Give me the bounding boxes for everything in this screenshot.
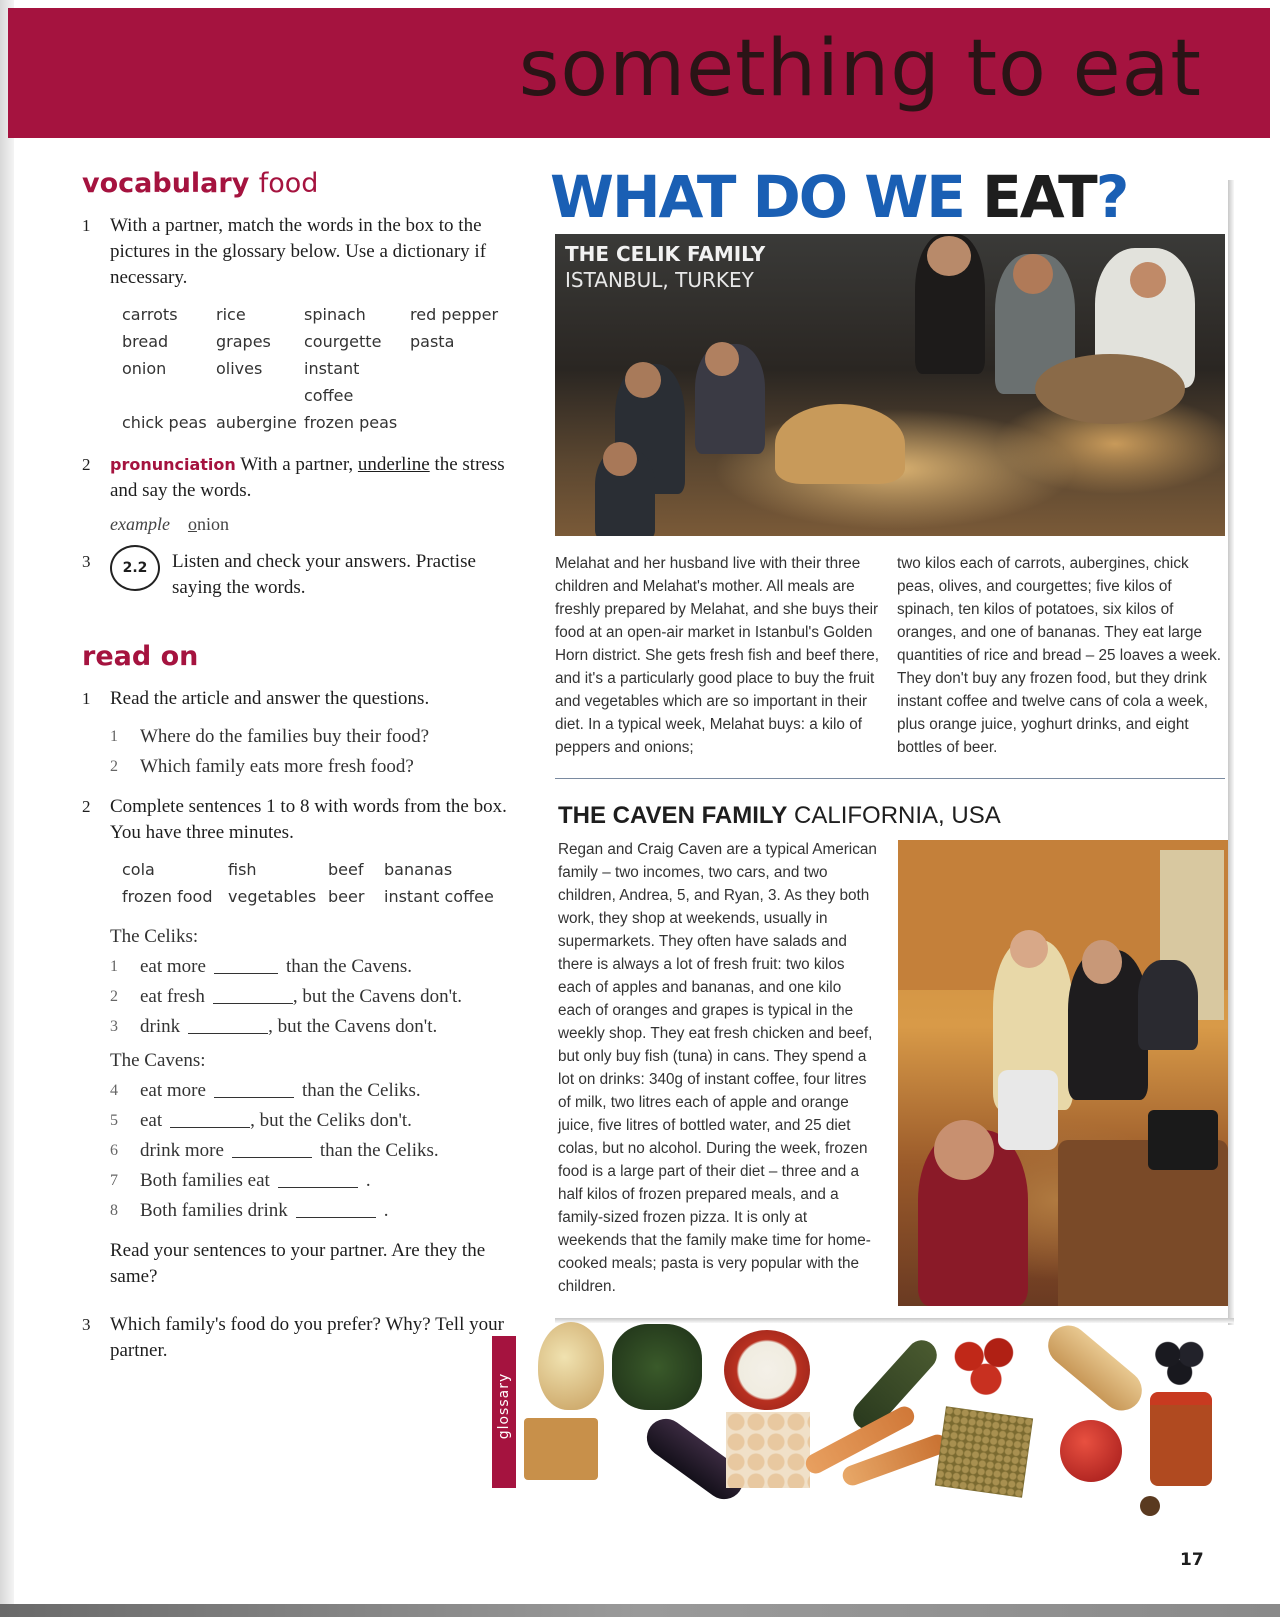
headline-dark-part: EAT (982, 163, 1096, 231)
task-number: 3 (82, 552, 91, 571)
task-number: 2 (82, 455, 91, 474)
underlined-word: underline (357, 454, 430, 475)
read-on-heading: read on (82, 641, 199, 672)
word-item: chick peas (122, 413, 207, 432)
food-table (1035, 354, 1185, 424)
celiks-label: The Celiks: (110, 926, 199, 947)
task-text: Complete sentences 1 to 8 with words from the box. You have three minutes. (110, 796, 507, 843)
list-item (110, 1196, 522, 1226)
word-item: vegetables (228, 887, 317, 906)
sentence-start: eat more (140, 1080, 206, 1101)
list-item (110, 1012, 522, 1042)
word-item: courgette (304, 332, 382, 351)
caven-sentences (110, 1076, 522, 1226)
sentence-number: 2 (110, 988, 118, 1005)
cereal-box (1148, 1110, 1218, 1170)
list-item (110, 982, 522, 1012)
list-item (110, 1166, 522, 1196)
word-item: bread (122, 332, 169, 351)
sentence-number: 6 (110, 1142, 118, 1159)
word-item: instant coffee (304, 359, 360, 405)
onion-icon (538, 1322, 604, 1410)
sentence-number: 4 (110, 1082, 118, 1099)
rice-bowl-icon (724, 1330, 810, 1410)
pronunciation-label: pronunciation (110, 455, 236, 474)
celik-family-photo (555, 234, 1225, 536)
task-number: 3 (82, 1315, 91, 1334)
caven-family-heading (558, 802, 1001, 830)
face-shape (927, 236, 971, 276)
sentence-start: Both families drink (140, 1200, 288, 1221)
sentence-end: , but the Cavens don't. (268, 1016, 438, 1037)
list-item (110, 752, 522, 782)
word-item: carrots (122, 305, 178, 324)
read-task-2 (82, 794, 522, 846)
person-figure (1138, 960, 1198, 1050)
sentence-number: 3 (110, 1018, 118, 1035)
word-item: frozen peas (304, 413, 398, 432)
title-banner (8, 8, 1270, 138)
bread-pile (775, 404, 905, 484)
sentence-end: . (383, 1200, 389, 1221)
word-item: fish (228, 860, 257, 879)
sentence-start: eat more (140, 956, 206, 977)
audio-cd-icon: 2.2 (110, 545, 160, 591)
word-item: onion (122, 359, 167, 378)
face-shape (603, 442, 637, 476)
partner-instruction: Read your sentences to your partner. Are they the same? (110, 1240, 486, 1287)
caven-article-text: Regan and Craig Caven are a typical American family – two incomes, two cars, and two children, Andrea, 5, and Ryan, 3. As they both work, they shop at weekends, usually in supermarkets. They often have salads and there is always a lot of fresh fruit: two kilos each of apples and bananas, and one kilo each of oranges and grapes is typical in the weekly shop. They eat fresh chicken and beef, but only buy fish (tuna) in cans. They spend a lot on drinks: 340g of instant coffee, four litres of milk, two litres each of apple and orange juice, five litres of bottled water, and 25 diet colas, but no alcohol. During the week, frozen food is a large part of their diet – three and a half kilos of frozen prepared meals, and a family-sized frozen pizza. It is only at weekends that the family make time for home-cooked meals; pasta is very popular with the children. (558, 841, 877, 1295)
example-label: example (110, 514, 170, 534)
stressed-letter: o (187, 514, 197, 534)
word-item: instant coffee (384, 887, 494, 906)
sentence-number: 8 (110, 1202, 118, 1219)
example-word-rest: nion (196, 514, 229, 534)
word-item (410, 355, 500, 409)
sentence-start: drink more (140, 1140, 224, 1161)
answer-blank[interactable] (170, 1109, 250, 1128)
word-item: beer (328, 887, 365, 906)
word-item: red pepper (410, 305, 499, 324)
question-text: Which family eats more fresh food? (140, 756, 414, 777)
article-column-1: Melahat and her husband live with their three children and Melahat's mother. All meals are freshly prepared by Melahat, and she buys their food at an open-air market in Istanbul's Golden Horn district. She gets fresh fish and beef there, and it's a particularly good place to buy the fruit and vegetables which are so important in their diet. In a typical week, Melahat buys: a kilo of peppers and onions; (555, 555, 879, 756)
unit-title: something to eat (518, 24, 1202, 114)
vocab-task-2 (82, 452, 522, 504)
answer-blank[interactable] (296, 1199, 376, 1218)
sentence-end: , but the Celiks don't. (250, 1110, 412, 1131)
word-item: pasta (410, 332, 455, 351)
scan-bottom-edge (0, 1604, 1280, 1617)
article-column-2: two kilos each of carrots, aubergines, chick peas, olives, and courgettes; five kilos of spinach, ten kilos of potatoes, six kilos of oranges, and one of bananas. They eat large quantities of rice and bread – 25 loaves a week. They don't buy any frozen food, but they drink instant coffee and twelve cans of cola a week, plus orange juice, yoghurt drinks, and eight bottles of beer. (897, 555, 1221, 756)
face-shape (1013, 254, 1053, 294)
vocab-task-1 (82, 213, 522, 291)
task-text-part: With a partner, (240, 454, 354, 475)
list-item (110, 952, 522, 982)
chick-peas-icon (726, 1412, 810, 1488)
word-item: beef (328, 860, 364, 879)
sentence-start: drink (140, 1016, 181, 1037)
tomatoes-icon (944, 1326, 1028, 1402)
face-shape (1082, 940, 1122, 984)
instant-coffee-jar-icon (1150, 1392, 1212, 1486)
answer-blank[interactable] (188, 1015, 268, 1034)
answer-blank[interactable] (278, 1169, 358, 1188)
sentence-word-box (122, 856, 522, 910)
answer-blank[interactable] (213, 985, 293, 1004)
sentence-number: 5 (110, 1112, 118, 1129)
celik-article-text (555, 552, 1225, 759)
word-item: bananas (384, 860, 453, 879)
caven-heading-name: THE CAVEN FAMILY (558, 802, 788, 829)
pasta-icon (524, 1418, 598, 1480)
question-number: 2 (110, 758, 118, 775)
celik-photo-caption-location: ISTANBUL, TURKEY (565, 268, 754, 292)
frozen-peas-icon (935, 1406, 1033, 1497)
face-shape (934, 1120, 994, 1180)
sentence-end: than the Celiks. (301, 1080, 421, 1101)
sentence-start: eat fresh (140, 986, 205, 1007)
glossary-tab (492, 1336, 516, 1488)
pronunciation-example (110, 514, 522, 535)
question-number: 1 (110, 728, 118, 745)
glossary-label: glossary (496, 1372, 512, 1440)
word-item: aubergine (216, 413, 297, 432)
face-shape (625, 362, 661, 398)
task-number: 2 (82, 797, 91, 816)
task-text-part: the stress and say the words. (110, 454, 505, 501)
article-frame-bottom (555, 1318, 1234, 1323)
task-text (110, 452, 522, 504)
sentence-end: . (365, 1170, 371, 1191)
celik-photo-caption-title: THE CELIK FAMILY (565, 242, 766, 266)
vocabulary-heading-bold: vocabulary (82, 168, 250, 199)
section-divider (555, 778, 1225, 779)
caven-heading-location: CALIFORNIA, USA (794, 802, 1001, 829)
sentence-start: eat (140, 1110, 163, 1131)
read-task-1 (82, 686, 522, 712)
sentence-exercise (110, 926, 522, 1290)
face-shape (705, 342, 739, 376)
answer-blank[interactable] (232, 1139, 312, 1158)
task-number: 1 (82, 689, 91, 708)
vocabulary-heading-topic: food (258, 168, 319, 199)
word-item: grapes (216, 332, 271, 351)
vocabulary-heading (82, 168, 522, 199)
article-frame-shadow (1228, 180, 1234, 1325)
face-shape (1010, 930, 1048, 968)
task-text: Which family's food do you prefer? Why? Tell your partner. (110, 1314, 504, 1361)
word-item: rice (216, 305, 246, 324)
cavens-label: The Cavens: (110, 1050, 206, 1071)
word-item (410, 409, 500, 436)
task-text: Read the article and answer the questions. (110, 688, 430, 709)
sentence-start: Both families eat (140, 1170, 270, 1191)
list-item (110, 1106, 522, 1136)
olives-icon (1148, 1332, 1214, 1388)
word-item: frozen food (122, 887, 213, 906)
list-item (110, 1076, 522, 1106)
vocab-task-3 (82, 549, 522, 601)
list-item (110, 1136, 522, 1166)
list-item (110, 722, 522, 752)
book-spine-shadow (0, 0, 14, 1617)
coffee-spoon-icon (1140, 1496, 1160, 1516)
task-number: 1 (82, 216, 91, 235)
word-item: spinach (304, 305, 366, 324)
answer-blank[interactable] (214, 1079, 294, 1098)
celik-sentences (110, 952, 522, 1042)
red-pepper-icon (1060, 1420, 1122, 1482)
exercises-column (82, 168, 522, 1374)
answer-blank[interactable] (214, 955, 278, 974)
read-task-3 (82, 1312, 522, 1364)
milk-jug (998, 1070, 1058, 1150)
page-number: 17 (1180, 1550, 1204, 1570)
task-text: Listen and check your answers. Practise saying the words. (172, 551, 476, 598)
headline-question-mark: ? (1095, 163, 1128, 231)
caven-family-photo (898, 840, 1228, 1306)
spinach-icon (612, 1324, 702, 1410)
question-list (110, 722, 522, 782)
sentence-end: than the Celiks. (319, 1140, 439, 1161)
bread-icon (1040, 1317, 1150, 1418)
headline-blue-part: WHAT DO WE (550, 163, 964, 231)
sentence-end: than the Cavens. (285, 956, 413, 977)
question-text: Where do the families buy their food? (140, 726, 430, 747)
sentence-number: 7 (110, 1172, 118, 1189)
word-item: cola (122, 860, 155, 879)
article-headline (550, 163, 1128, 231)
face-shape (1130, 262, 1166, 298)
word-item: olives (216, 359, 263, 378)
sentence-end: , but the Cavens don't. (292, 986, 463, 1007)
sentence-number: 1 (110, 958, 118, 975)
vocabulary-word-box (122, 301, 522, 436)
task-text: With a partner, match the words in the box to the pictures in the glossary below. Use a dictionary if necessary. (110, 215, 487, 288)
